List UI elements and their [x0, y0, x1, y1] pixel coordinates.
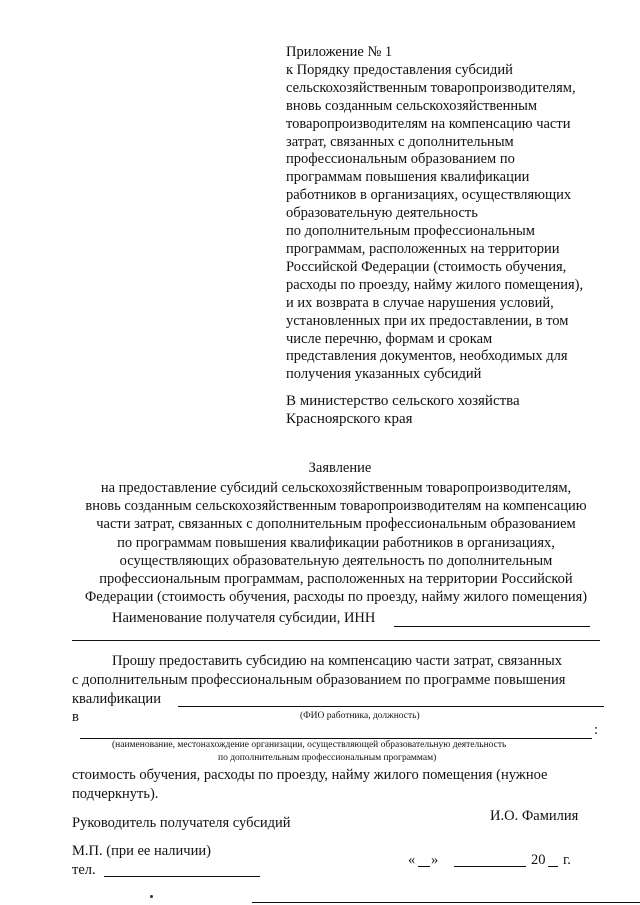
appendix-line: работников в организациях, осуществляющих [286, 187, 572, 204]
addressee-line: Красноярского края [286, 411, 413, 427]
appendix-line: сельскохозяйственным товаропроизводителям, [286, 79, 576, 96]
statement-line: части затрат, связанных с дополнительным профессиональным образованием [96, 516, 576, 533]
appendix-line: числе перечню, формам и срокам [286, 330, 493, 347]
recipient-field[interactable] [394, 626, 590, 627]
date-day-field[interactable] [418, 866, 430, 867]
appendix-line: Приложение № 1 [286, 44, 393, 60]
appendix-line: вновь созданным сельскохозяйственным [286, 97, 538, 114]
statement-line: Федерации (стоимость обучения, расходы по проезду, найму жилого помещения) [84, 589, 588, 606]
worker-caption: (ФИО работника, должность) [300, 711, 420, 721]
appendix-line: и их возврата в случае нарушения условий, [286, 294, 554, 311]
recipient-label: Наименование получателя субсидии, ИНН [112, 610, 376, 626]
statement-title: Заявление [308, 460, 372, 476]
statement-line: осуществляющих образовательную деятельность по дополнительным [119, 552, 553, 569]
recipient-field-continuation[interactable] [72, 640, 600, 641]
addressee-block [286, 392, 520, 428]
colon: : [594, 722, 599, 738]
request-line: с дополнительным профессиональным образованием по программе повышения [72, 672, 566, 688]
statement-subject [56, 479, 616, 606]
phone-label: тел. [72, 862, 96, 878]
date-year-field[interactable] [548, 866, 558, 867]
signature-name: И.О. Фамилия [490, 808, 579, 824]
statement-line: на предоставление субсидий сельскохозяйственным товаропроизводителям, [100, 480, 572, 496]
statement-line: вновь созданным сельскохозяйственным товаропроизводителям на компенсацию [85, 498, 587, 515]
appendix-line: расходы по проезду, найму жилого помещения), [286, 276, 584, 293]
date-century: 20 [531, 852, 546, 868]
organization-caption: (наименование, местонахождение организации, осуществляющей образовательную деятельность [112, 740, 507, 750]
in-label: в [72, 709, 79, 725]
qualification-label: квалификации [72, 691, 161, 707]
date-month-field[interactable] [454, 866, 526, 867]
appendix-line: представления документов, необходимых для [286, 348, 568, 365]
cost-line: подчеркнуть). [72, 786, 159, 802]
phone-field[interactable] [104, 876, 260, 877]
date-open-quote: « [408, 852, 416, 868]
year-suffix: г. [563, 852, 571, 868]
request-line: Прошу предоставить субсидию на компенсацию части затрат, связанных [112, 653, 562, 669]
organization-field[interactable] [80, 738, 592, 739]
appendix-line: профессиональным образованием по [286, 151, 515, 168]
date-close-quote: » [431, 852, 439, 868]
appendix-line: программам, расположенных на территории [286, 240, 560, 257]
head-label: Руководитель получателя субсидий [72, 815, 291, 831]
appendix-line: образовательную деятельность [286, 205, 478, 222]
organization-caption: по дополнительным профессиональным программам) [218, 753, 437, 763]
appendix-line: Российской Федерации (стоимость обучения, [286, 258, 567, 275]
program-field[interactable] [178, 706, 604, 707]
stamp-label: М.П. (при ее наличии) [72, 843, 211, 859]
appendix-line: установленных при их предоставлении, в том [286, 312, 569, 329]
scan-dot [150, 895, 153, 898]
appendix-line: к Порядку предоставления субсидий [286, 61, 513, 78]
appendix-line: товаропроизводителям на компенсацию части [286, 115, 571, 132]
statement-line: профессиональным программам, расположенных на территории Российской [99, 571, 573, 588]
appendix-line: программам повышения квалификации [286, 169, 530, 186]
addressee-line: В министерство сельского хозяйства [286, 393, 520, 409]
appendix-block [286, 44, 583, 384]
appendix-line: затрат, связанных с дополнительным [286, 133, 514, 150]
cost-line: стоимость обучения, расходы по проезду, найму жилого помещения (нужное [72, 767, 548, 783]
statement-line: по программам повышения квалификации работников в организациях, [117, 534, 555, 551]
appendix-line: получения указанных субсидий [286, 366, 482, 383]
appendix-line: по дополнительным профессиональным [286, 223, 535, 240]
bottom-edge-line [252, 902, 640, 903]
